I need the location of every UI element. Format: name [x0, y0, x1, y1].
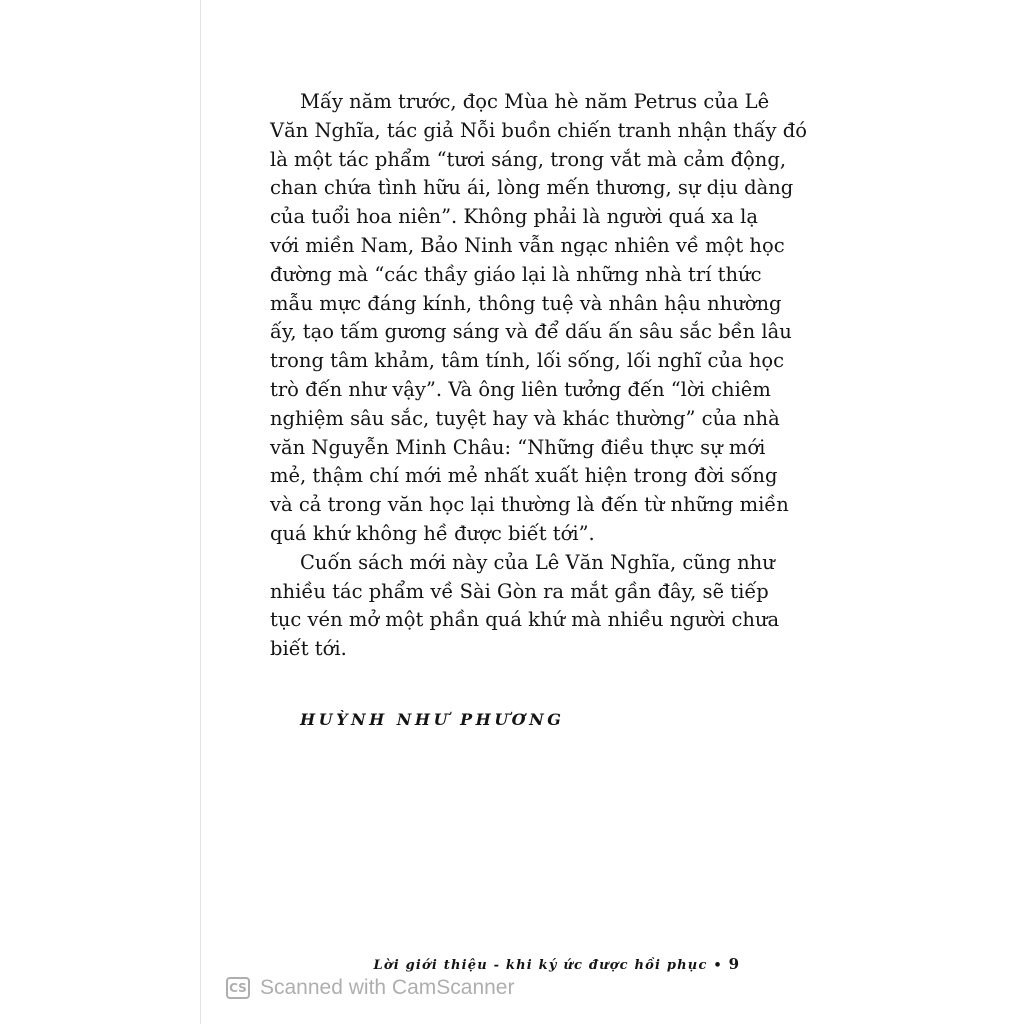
page-gutter-line	[200, 0, 201, 1024]
camscanner-logo-icon: CS	[226, 977, 250, 999]
paragraph-2	[270, 549, 780, 664]
text-line: Mấy năm trước, đọc Mùa hè năm Petrus của Lê	[300, 90, 770, 113]
text-line: nhiều tác phẩm về Sài Gòn ra mắt gần đây, sẽ tiếp	[270, 579, 769, 603]
text-line: nghiệm sâu sắc, tuyệt hay và khác thường” của nhà	[270, 406, 780, 430]
text-line: trong tâm khảm, tâm tính, lối sống, lối nghĩ của học	[270, 349, 785, 373]
text-line: mẫu mực đáng kính, thông tuệ và nhân hậu nhường	[270, 291, 782, 315]
text-line: quá khứ không hề được biết tới”.	[270, 521, 595, 545]
text-line: văn Nguyễn Minh Châu: “Những điều thực sự mới	[270, 435, 766, 459]
author-signature: HUỲNH NHƯ PHƯƠNG	[300, 710, 565, 729]
text-line: Văn Nghĩa, tác giả Nỗi buồn chiến tranh nhận thấy đó	[270, 118, 807, 142]
running-title: Lời giới thiệu - khi ký ức được hồi phục	[373, 958, 708, 973]
text-line: Cuốn sách mới này của Lê Văn Nghĩa, cũng như	[300, 550, 775, 574]
page-number: 9	[728, 955, 739, 973]
watermark-text: Scanned with CamScanner	[260, 976, 515, 999]
text-line: và cả trong văn học lại thường là đến từ những miền	[270, 493, 789, 517]
text-line: với miền Nam, Bảo Ninh vẫn ngạc nhiên về một học	[270, 233, 785, 257]
text-line: trò đến như vậy”. Và ông liên tưởng đến “lời chiêm	[270, 377, 771, 401]
text-line: ấy, tạo tấm gương sáng và để dấu ấn sâu sắc bền lâu	[270, 320, 792, 344]
text-line: tục vén mở một phần quá khứ mà nhiều người chưa	[270, 608, 780, 632]
text-line: biết tới.	[270, 637, 347, 661]
text-line: đường mà “các thầy giáo lại là những nhà trí thức	[270, 262, 762, 286]
paragraph-1	[270, 88, 807, 549]
text-line: chan chứa tình hữu ái, lòng mến thương, sự dịu dàng	[270, 176, 794, 200]
text-line: là một tác phẩm “tươi sáng, trong vắt mà cảm động,	[270, 147, 787, 171]
text-line: mẻ, thậm chí mới mẻ nhất xuất hiện trong đời sống	[270, 464, 778, 488]
text-line: của tuổi hoa niên”. Không phải là người quá xa lạ	[270, 205, 759, 229]
body-text	[270, 88, 807, 664]
footer-separator: •	[713, 958, 723, 973]
running-footer	[374, 955, 739, 973]
camscanner-watermark	[226, 975, 514, 1001]
